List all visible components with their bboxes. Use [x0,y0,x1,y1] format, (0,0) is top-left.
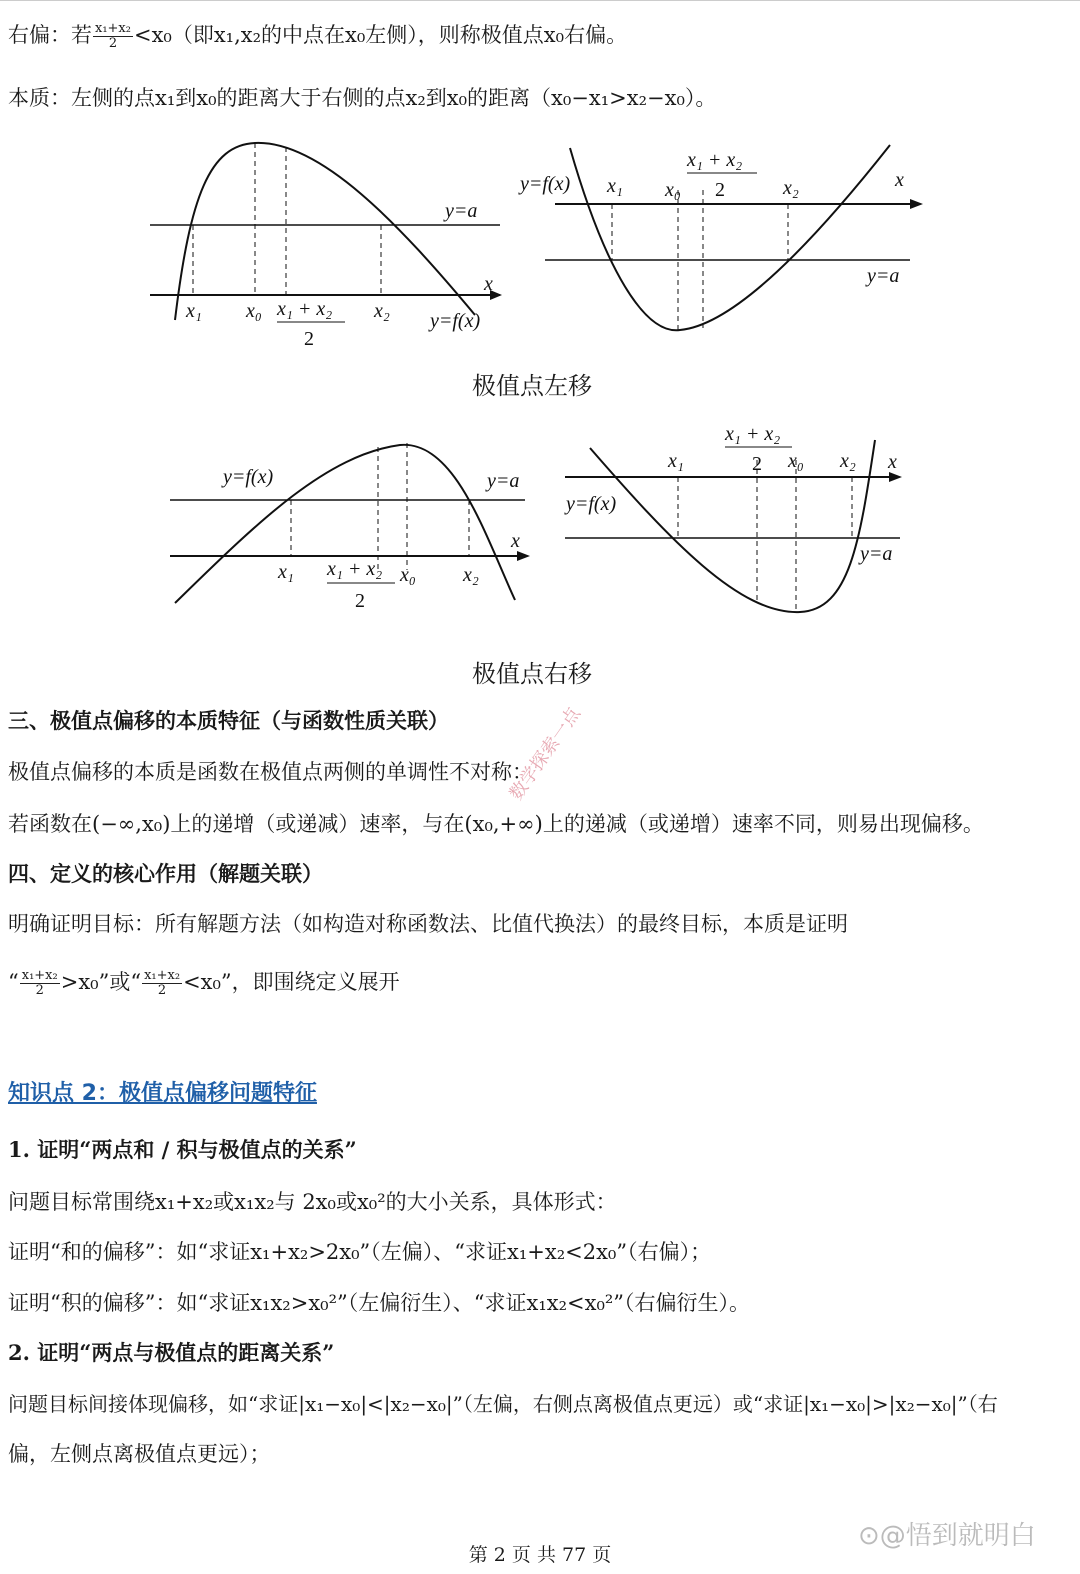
fraction-denominator: 2 [108,36,118,51]
x-axis-label: x [511,530,520,552]
item2-paragraph-1: 问题目标间接体现偏移，如“求证|x₁−x₀|<|x₂−x₀|”（左偏，右侧点离极值点更远）或“求证|x₁−x₀|>|x₂−x₀|”（右 [8,1392,998,1416]
midpoint-denominator: 2 [715,179,725,201]
section3-paragraph-2: 若函数在(−∞,x₀)上的递增（或递减）速率，与在(x₀,+∞)上的递减（或递增）速率不同，则易出现偏移。 [8,812,984,836]
caption-right-shift: 极值点右移 [472,660,592,688]
page-footer: 第 2 页 共 77 页 [468,1544,612,1566]
item2-paragraph-2: 偏，左侧点离极值点更远）； [8,1442,271,1466]
midpoint-numerator: x₁ + x₂ [277,298,333,320]
x1-label: x₁ [186,300,202,322]
y-a-label: y=a [860,543,893,565]
quote-open: “ [8,970,19,994]
watermark-stamp: 数学探索一点 [505,703,585,805]
right-bias-label: 右偏： [8,23,71,47]
if-word: 若 [71,23,92,47]
fraction-numerator: x₁+x₂ [21,968,58,983]
y-a-label: y=a [487,470,520,492]
fraction-1 [20,969,60,998]
right-shift-figure-1 [165,435,540,620]
watermark: ⊙@悟到就明白 [858,1521,1036,1551]
midpoint-denominator: 2 [304,328,314,350]
section4-paragraph-2 [8,967,400,998]
item1-paragraph-1: 问题目标常围绕x₁+x₂或x₁x₂与 2x₀或x₀²的大小关系，具体形式： [8,1190,617,1214]
fraction-numerator: x₁+x₂ [144,968,181,983]
relation-text: <x₀ [133,23,172,47]
midpoint-fraction [93,22,133,51]
item2-title: 2. 证明“两点与极值点的距离关系” [8,1340,335,1365]
x1-label: x₁ [668,450,684,472]
fraction-2 [142,969,182,998]
x-axis-label: x [895,169,904,191]
y-fx-label: y=f(x) [430,310,481,332]
x1-label: x₁ [607,175,623,197]
x-axis-label: x [484,273,493,295]
x2-label: x₂ [783,177,799,199]
left-shift-figure-2 [515,140,930,340]
knowledge-point-2-title: 知识点 2：极值点偏移问题特征 [8,1081,317,1106]
y-fx-label: y=f(x) [520,173,571,195]
x0-label: x₀ [665,179,681,201]
midpoint-numerator: x₁ + x₂ [725,423,781,445]
x0-label: x₀ [246,300,262,322]
fraction-denominator: 2 [157,983,167,998]
item1-title: 1. 证明“两点和 / 积与极值点的关系” [8,1137,357,1162]
x1-label: x₁ [278,561,294,583]
y-fx-label: y=f(x) [566,493,617,515]
or-text: ”或“ [98,970,142,994]
midpoint-numerator: x₁ + x₂ [687,149,743,171]
midpoint-denominator: 2 [752,453,762,475]
y-fx-label: y=f(x) [223,466,274,488]
fraction-denominator: 2 [35,983,44,998]
item1-paragraph-3: 证明“积的偏移”：如“求证x₁x₂>x₀²”（左偏衍生）、“求证x₁x₂<x₀²”（右偏衍生）。 [8,1291,751,1315]
x2-label: x₂ [840,450,856,472]
midpoint-denominator: 2 [355,590,365,612]
section4-title: 四、定义的核心作用（解题关联） [8,861,323,886]
item1-paragraph-2: 证明“和的偏移”：如“求证x₁+x₂>2x₀”（左偏）、“求证x₁+x₂<2x₀”（右偏）； [8,1240,712,1264]
right-bias-explanation: （即x₁,x₂的中点在x₀左侧），则称极值点x₀右偏。 [171,23,628,47]
section3-paragraph-1: 极值点偏移的本质是函数在极值点两侧的单调性不对称： [8,760,533,784]
caption-left-shift: 极值点左移 [472,372,592,400]
top-rule [0,0,1080,1]
x0-label: x₀ [788,450,804,472]
essence-line: 本质：左侧的点x₁到x₀的距离大于右侧的点x₂到x₀的距离（x₀−x₁>x₂−x₀）。 [8,86,717,110]
x-axis-label: x [888,451,897,473]
x2-label: x₂ [374,300,390,322]
sentence-end: ”，即围绕定义展开 [220,970,400,994]
relation-gt: >x₀ [60,970,99,994]
relation-lt: <x₀ [183,970,221,994]
left-shift-figure-1 [150,135,510,350]
y-a-label: y=a [445,200,478,222]
x2-label: x₂ [463,564,479,586]
midpoint-numerator: x₁ + x₂ [327,558,383,580]
y-a-label: y=a [867,265,900,287]
right-shift-figure-2 [560,420,920,620]
fraction-numerator: x₁+x₂ [95,21,131,36]
section4-paragraph-1: 明确证明目标：所有解题方法（如构造对称函数法、比值代换法）的最终目标，本质是证明 [8,912,848,936]
x0-label: x₀ [400,564,416,586]
right-bias-definition [8,20,627,51]
section3-title: 三、极值点偏移的本质特征（与函数性质关联） [8,708,449,733]
